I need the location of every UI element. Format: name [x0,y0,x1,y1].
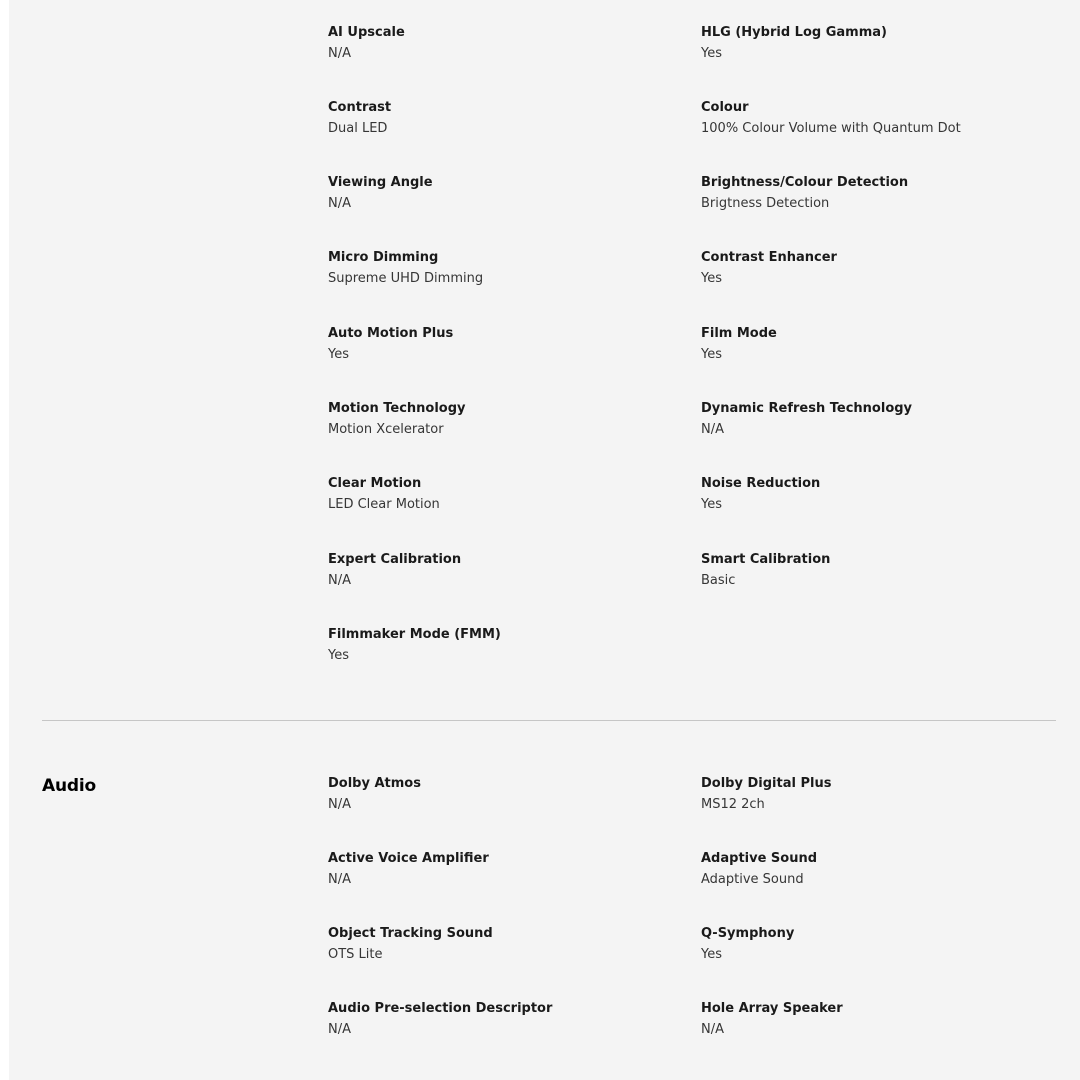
spec-item-viewing-angle [328,174,668,213]
spec-value: Brigtness Detection [701,196,830,211]
spec-label: Brightness/Colour Detection [701,175,909,190]
spec-item-active-voice-amplifier [328,850,668,889]
spec-label: AI Upscale [328,25,405,40]
spec-value: N/A [328,1022,351,1037]
spec-value: LED Clear Motion [328,497,440,512]
spec-item-micro-dimming [328,249,668,288]
spec-label: Dolby Digital Plus [701,776,832,791]
spec-value: Motion Xcelerator [328,422,444,437]
spec-label: Contrast Enhancer [701,250,837,265]
spec-item-filmmaker-mode [328,626,668,665]
spec-label: Q-Symphony [701,926,795,941]
section-title-audio: Audio [42,776,96,796]
spec-value: N/A [328,797,351,812]
spec-value: OTS Lite [328,947,383,962]
spec-value: Yes [701,497,722,512]
spec-label: Active Voice Amplifier [328,851,489,866]
spec-label: Clear Motion [328,476,422,491]
spec-value: N/A [328,196,351,211]
spec-item-adaptive-sound [701,850,1041,889]
spec-value: Yes [701,347,722,362]
spec-value: Yes [701,271,722,286]
spec-item-noise-reduction [701,475,1041,514]
spec-value: Yes [328,347,349,362]
spec-value: Yes [701,46,722,61]
spec-item-colour [701,99,1041,138]
spec-label: Micro Dimming [328,250,439,265]
spec-value: Adaptive Sound [701,872,804,887]
spec-label: Viewing Angle [328,175,433,190]
spec-value: Supreme UHD Dimming [328,271,484,286]
spec-label: Contrast [328,100,392,115]
spec-item-contrast [328,99,668,138]
spec-value: Basic [701,573,736,588]
section-divider [42,720,1056,721]
spec-value: MS12 2ch [701,797,765,812]
spec-item-clear-motion [328,475,668,514]
spec-item-ai-upscale [328,24,668,63]
spec-item-audio-preselection-descriptor [328,1000,668,1039]
spec-item-hlg [701,24,1041,63]
spec-value: N/A [701,422,724,437]
spec-label: Hole Array Speaker [701,1001,843,1016]
spec-item-hole-array-speaker [701,1000,1041,1039]
spec-label: Audio Pre-selection Descriptor [328,1001,553,1016]
spec-label: Motion Technology [328,401,466,416]
spec-label: Filmmaker Mode (FMM) [328,627,501,642]
spec-label: Object Tracking Sound [328,926,493,941]
spec-page [9,0,1080,1080]
spec-label: Adaptive Sound [701,851,818,866]
spec-item-dynamic-refresh [701,400,1041,439]
spec-value: 100% Colour Volume with Quantum Dot [701,121,961,136]
spec-item-auto-motion-plus [328,325,668,364]
spec-label: Dolby Atmos [328,776,421,791]
spec-item-motion-technology [328,400,668,439]
spec-item-contrast-enhancer [701,249,1041,288]
spec-item-brightness-detection [701,174,1041,213]
spec-value: N/A [701,1022,724,1037]
spec-label: Film Mode [701,326,777,341]
spec-label: Dynamic Refresh Technology [701,401,913,416]
spec-label: Noise Reduction [701,476,821,491]
spec-value: Yes [328,648,349,663]
spec-value: Yes [701,947,722,962]
spec-item-q-symphony [701,925,1041,964]
spec-item-object-tracking-sound [328,925,668,964]
spec-label: HLG (Hybrid Log Gamma) [701,25,887,40]
spec-label: Auto Motion Plus [328,326,454,341]
spec-value: N/A [328,573,351,588]
spec-value: Dual LED [328,121,388,136]
spec-item-smart-calibration [701,551,1041,590]
spec-label: Colour [701,100,749,115]
spec-item-dolby-digital-plus [701,775,1041,814]
spec-value: N/A [328,872,351,887]
spec-item-film-mode [701,325,1041,364]
spec-label: Smart Calibration [701,552,831,567]
spec-item-expert-calibration [328,551,668,590]
spec-value: N/A [328,46,351,61]
spec-item-dolby-atmos [328,775,668,814]
spec-label: Expert Calibration [328,552,462,567]
